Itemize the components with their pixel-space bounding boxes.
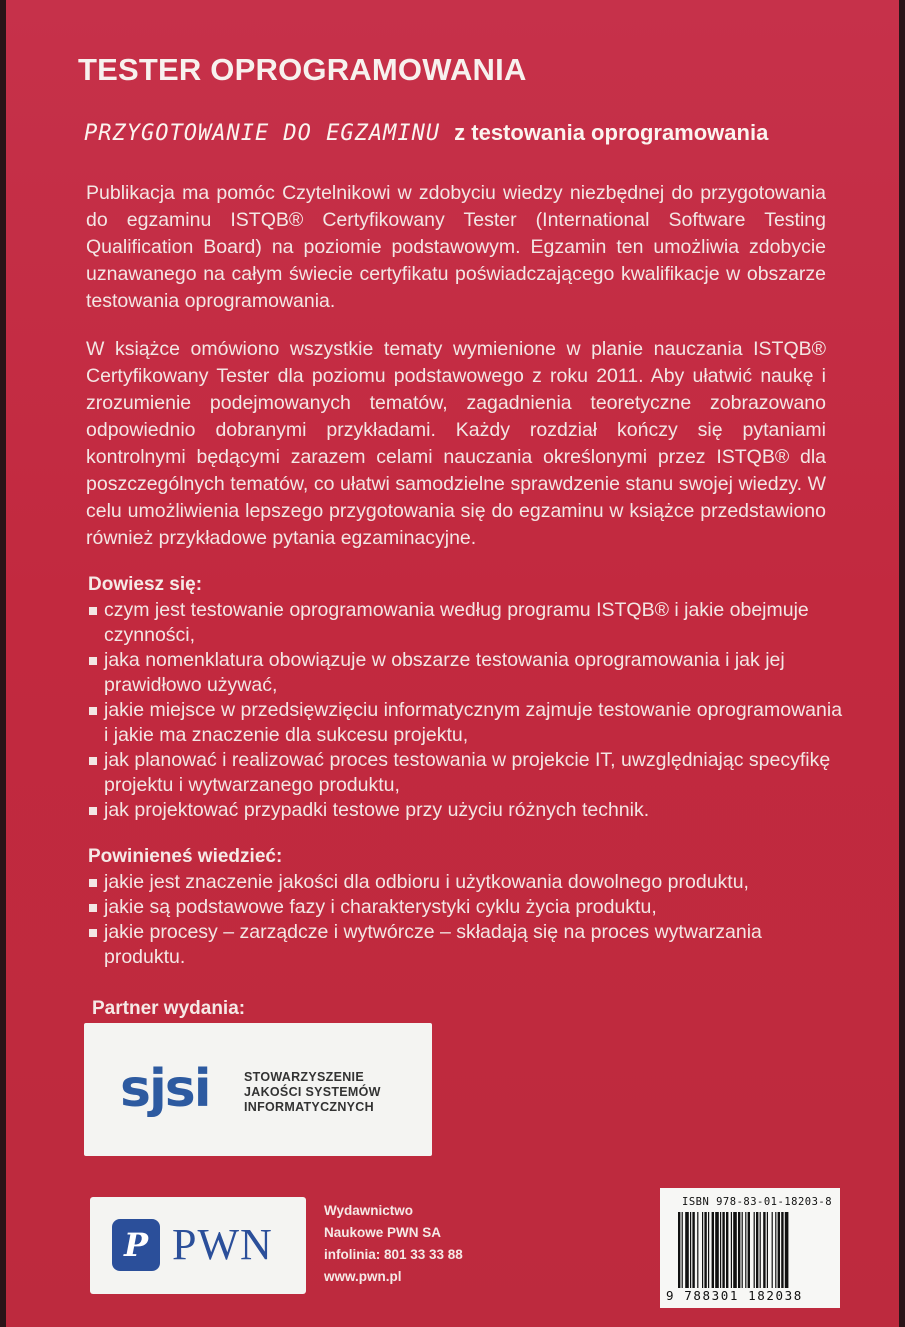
book-back-cover bbox=[6, 0, 899, 1327]
list-item: jaka nomenklatura obowiązuje w obszarze testowania oprogramowania i jak jej prawidłowo używać, bbox=[88, 648, 848, 698]
description-paragraph-1: Publikacja ma pomóc Czytelnikowi w zdobyciu wiedzy niezbędnej do przygotowania do egzaminu ISTQB® Certyfikowany Tester (International Software Testing Qualification Board) na poziomie podstawowym. Egzamin ten umożliwia zdobycie uznawanego na całym świecie certyfikatu poświadczającego kwalifikacje w obszarze testowania oprogramowania. bbox=[86, 182, 826, 312]
pwn-mark-icon: P bbox=[112, 1219, 160, 1271]
description-paragraph-2: W książce omówiono wszystkie tematy wymienione w planie nauczania ISTQB® Certyfikowany Tester dla poziomu podstawowego z roku 2011. Aby ułatwić naukę i zrozumienie podejmowanych tematów, zagadnienia teoretyczne zobrazowano odpowiednio dobranymi przykładami. Każdy rozdział kończy się pytaniami kontrolnymi będącymi zarazem celami nauczania określonymi przez ISTQB® dla poszczególnych tematów, co ułatwi samodzielne sprawdzenie stanu swojej wiedzy. W celu umożliwienia lepszego przygotowania się do egzaminu w książce przedstawiono również przykładowe pytania egzaminacyjne. bbox=[86, 338, 826, 549]
list-item: jak planować i realizować proces testowania w projekcie IT, uwzględniając specyfikę projektu i wytwarzanego produktu, bbox=[88, 748, 848, 798]
partner-name bbox=[244, 1070, 381, 1115]
barcode-bar bbox=[682, 1212, 683, 1288]
pwn-wordmark: PWN bbox=[172, 1220, 273, 1269]
learn-heading: Dowiesz się: bbox=[88, 574, 203, 595]
barcode-bar bbox=[685, 1212, 689, 1288]
barcode-bar bbox=[763, 1212, 765, 1288]
barcode-bar bbox=[692, 1212, 694, 1288]
barcode-bar bbox=[722, 1212, 724, 1288]
list-item: jakie procesy – zarządcze i wytwórcze – składają się na proces wytwarzania produktu. bbox=[88, 920, 848, 970]
isbn-label: ISBN 978-83-01-18203-8 bbox=[682, 1196, 833, 1208]
barcode-bar bbox=[760, 1212, 761, 1288]
publisher-line: Naukowe PWN SA bbox=[324, 1225, 442, 1240]
barcode-bar bbox=[775, 1212, 776, 1288]
barcode-bar bbox=[726, 1212, 728, 1288]
barcode-bar bbox=[754, 1212, 755, 1288]
list-item: czym jest testowanie oprogramowania według programu ISTQB® i jakie obejmuje czynności, bbox=[88, 598, 848, 648]
barcode-bar bbox=[720, 1212, 721, 1288]
publisher-line: www.pwn.pl bbox=[324, 1269, 402, 1284]
barcode-bar bbox=[733, 1212, 737, 1288]
barcode-bar bbox=[715, 1212, 719, 1288]
list-item: jak projektować przypadki testowe przy użyciu różnych technik. bbox=[88, 798, 848, 823]
partner-label: Partner wydania: bbox=[92, 998, 246, 1019]
barcode-bar bbox=[738, 1212, 740, 1288]
barcode-bar bbox=[704, 1212, 706, 1288]
list-item: jakie miejsce w przedsięwzięciu informatycznym zajmuje testowanie oprogramowania i jakie ma znaczenie dla sukcesu projektu, bbox=[88, 698, 848, 748]
book-subtitle bbox=[84, 120, 768, 146]
know-list bbox=[88, 870, 848, 970]
publisher-logo bbox=[90, 1197, 306, 1294]
barcode-bar bbox=[748, 1212, 750, 1288]
partner-name-line: INFORMATYCZNYCH bbox=[244, 1100, 374, 1114]
isbn-digits: 9 788301 182038 bbox=[666, 1288, 803, 1303]
book-title: TESTER OPROGRAMOWANIA bbox=[78, 52, 527, 87]
description bbox=[86, 180, 826, 552]
barcode-bar bbox=[756, 1212, 758, 1288]
sjsi-logo-icon: sjsi bbox=[120, 1059, 210, 1119]
barcode-bar bbox=[767, 1212, 768, 1288]
publisher-line: infolinia: 801 33 33 88 bbox=[324, 1247, 463, 1262]
barcode-bar bbox=[781, 1212, 783, 1288]
learn-list bbox=[88, 598, 848, 823]
barcode-bar bbox=[708, 1212, 709, 1288]
list-item: jakie jest znaczenie jakości dla odbioru i użytkowania dowolnego produktu, bbox=[88, 870, 848, 895]
partner-name-line: STOWARZYSZENIE bbox=[244, 1070, 364, 1084]
barcode-bar bbox=[678, 1212, 680, 1288]
partner-logo bbox=[84, 1023, 432, 1156]
barcode-bar bbox=[690, 1212, 691, 1288]
know-heading: Powinieneś wiedzieć: bbox=[88, 846, 283, 867]
subtitle-bold: z testowania oprogramowania bbox=[454, 120, 769, 145]
isbn-barcode-panel bbox=[660, 1188, 840, 1308]
publisher-line: Wydawnictwo bbox=[324, 1203, 414, 1218]
publisher-info bbox=[324, 1200, 463, 1288]
list-item: jakie są podstawowe fazy i charakterystyki cyklu życia produktu, bbox=[88, 895, 848, 920]
partner-name-line: JAKOŚCI SYSTEMÓW bbox=[244, 1085, 381, 1099]
barcode-bar bbox=[742, 1212, 743, 1288]
barcode-bar bbox=[778, 1212, 780, 1288]
barcode-bar bbox=[731, 1212, 732, 1288]
barcode-bar bbox=[712, 1212, 714, 1288]
barcode-bar bbox=[785, 1212, 789, 1288]
barcode-bar bbox=[772, 1212, 773, 1288]
barcode-icon bbox=[676, 1212, 831, 1288]
barcode-bar bbox=[697, 1212, 698, 1288]
barcode-bar bbox=[702, 1212, 703, 1288]
subtitle-handwritten: PRZYGOTOWANIE DO EGZAMINU bbox=[84, 121, 441, 146]
barcode-bar bbox=[745, 1212, 746, 1288]
